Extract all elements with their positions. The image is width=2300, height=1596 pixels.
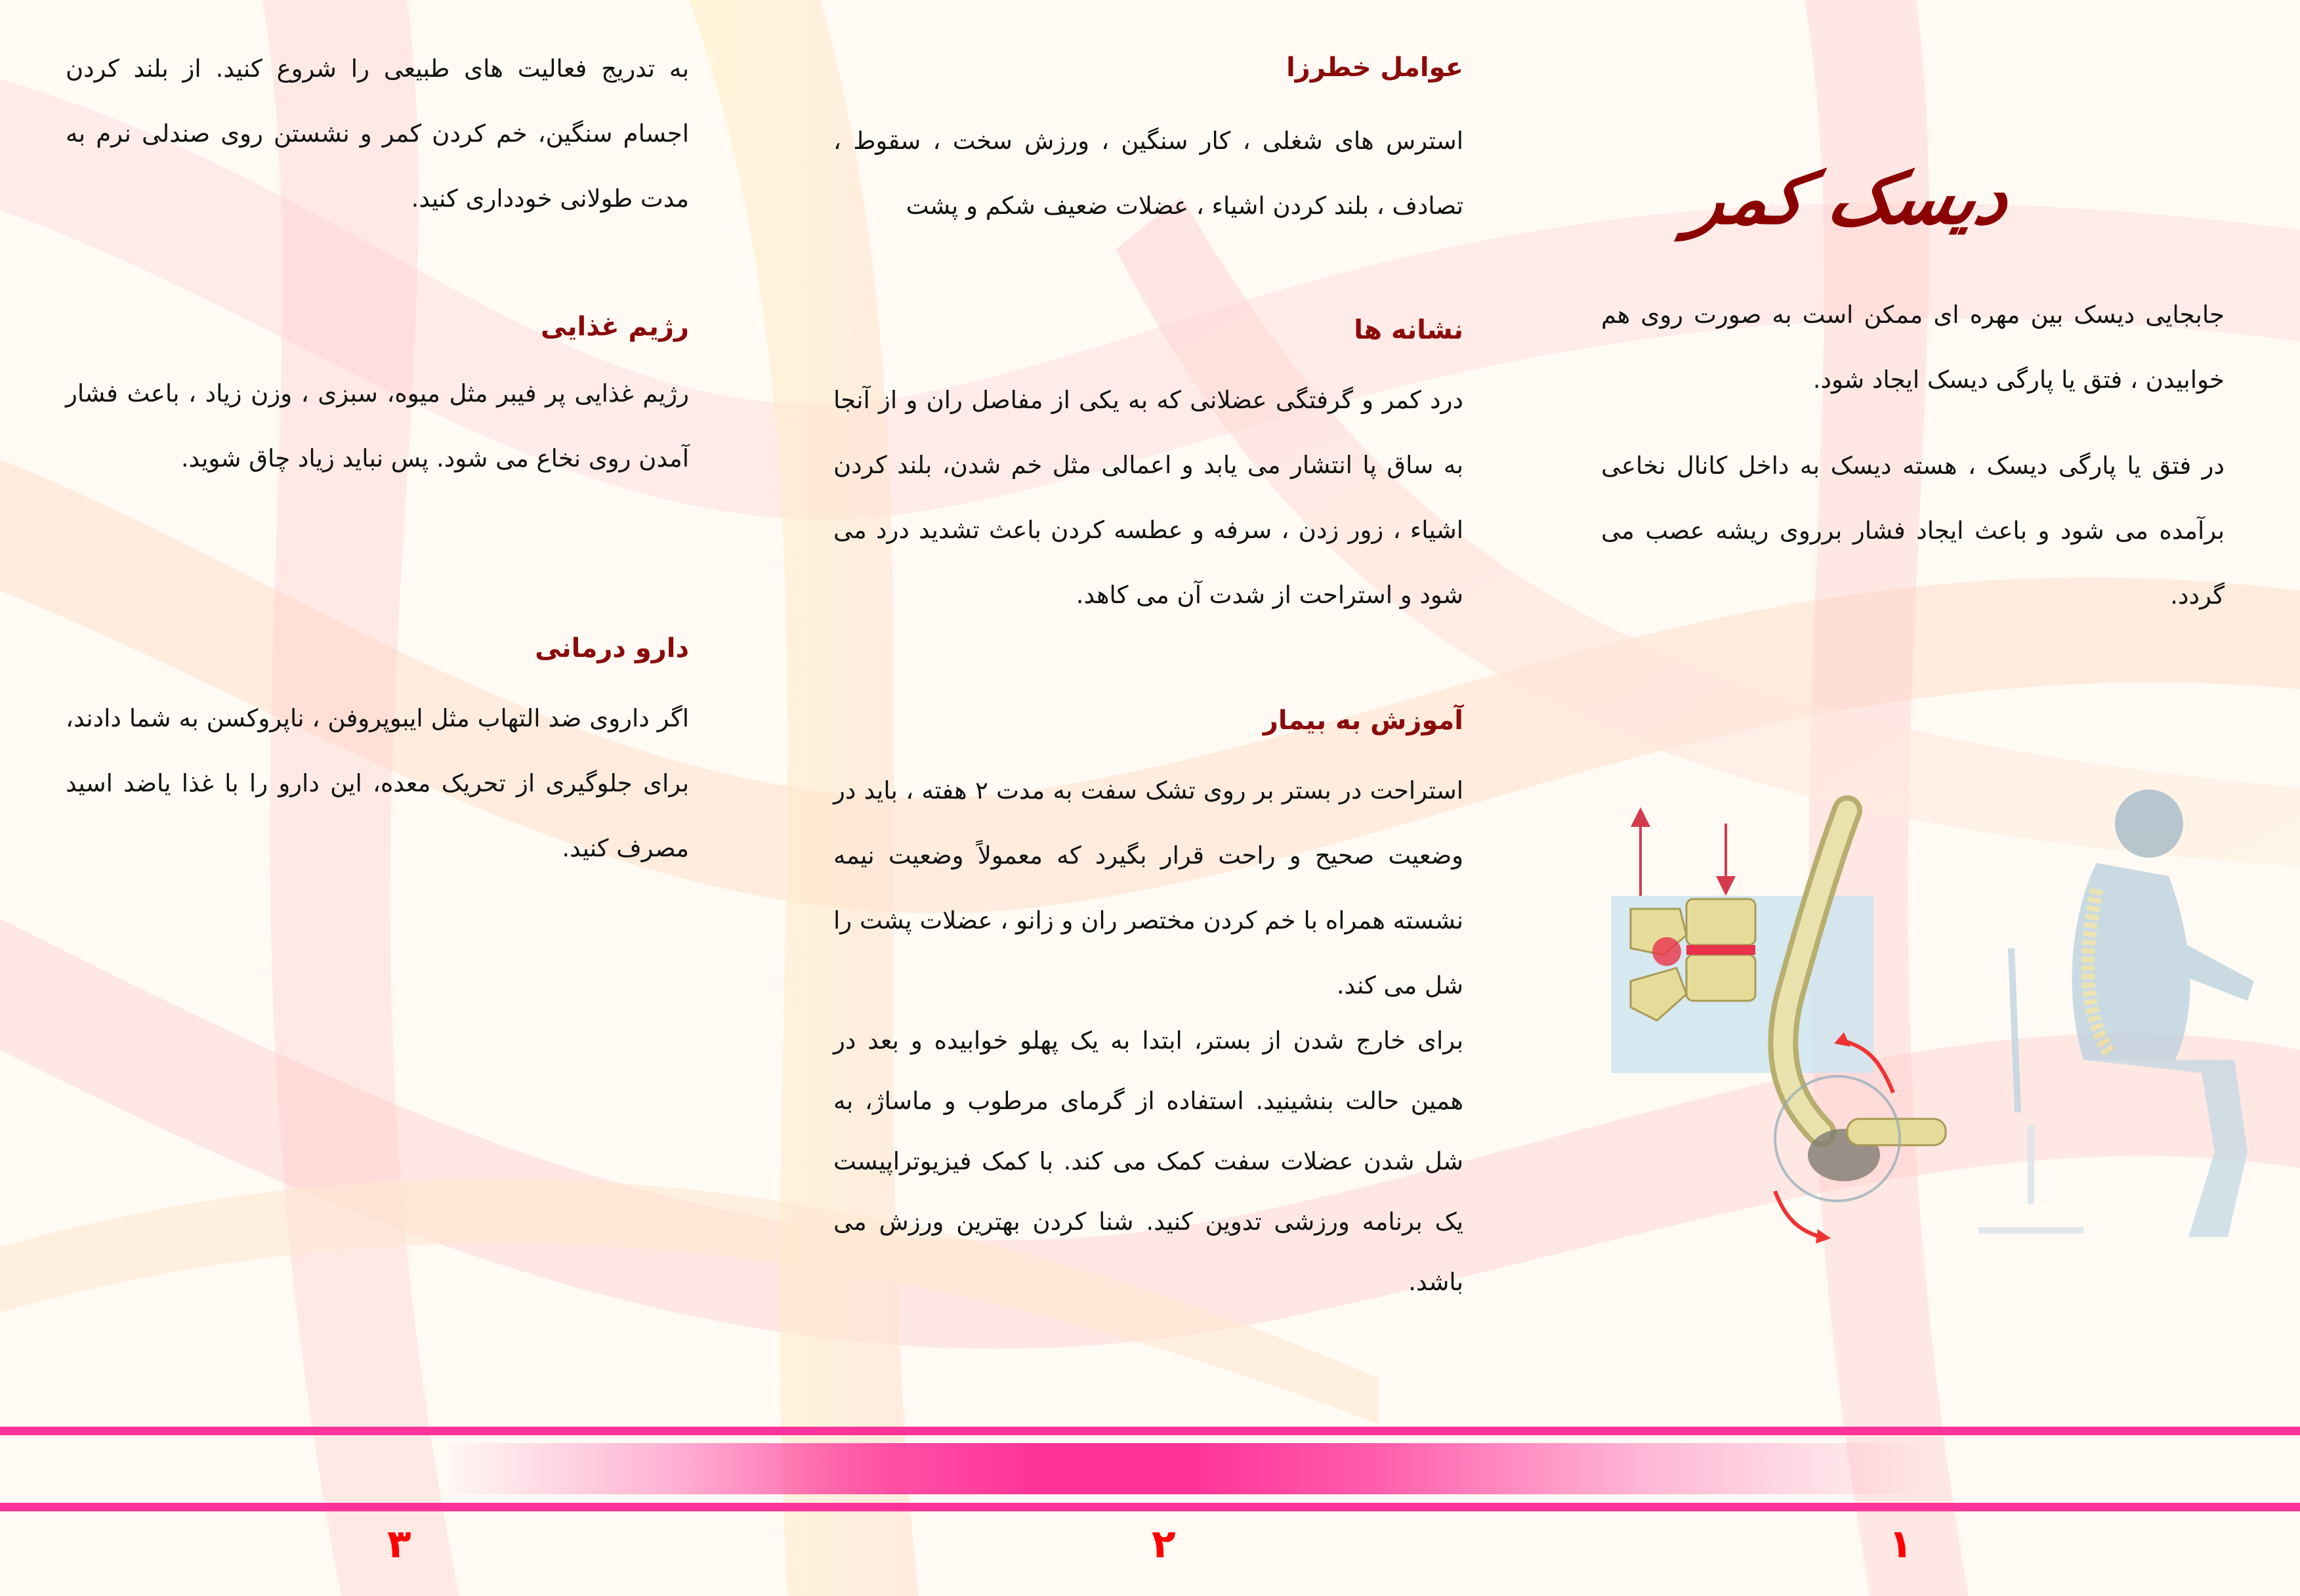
spine-illustration-icon	[1611, 784, 2254, 1244]
panel-page-2	[833, 0, 1463, 1411]
section-heading-diet: رژیم غذایی	[541, 312, 689, 342]
section-heading-medication: دارو درمانی	[535, 633, 689, 663]
intro-paragraph-1: جابجایی دیسک بین مهره ای ممکن است به صورت روی هم خوابیدن ، فتق یا پارگی دیسک ایجاد شود.	[1601, 301, 2225, 394]
patient-education-text-2: برای خارج شدن از بستر، ابتدا به یک پهلو خوابیده و بعد در همین حالت بنشینید. استفاده از گرمای مرطوب و ماساژ، به شل شدن عضلات سفت کمک می کند. با کمک فیزیوتراپیست یک برنامه ورزشی تدوین کنید. شنا کردن بهترین ورزش می باشد.	[833, 1026, 1463, 1296]
page-number-2: ۲	[1152, 1521, 1176, 1567]
footer-bar-bottom	[0, 1503, 2300, 1511]
seated-person-icon	[1978, 789, 2254, 1237]
activity-intro-text: به تدریج فعالیت های طبیعی را شروع کنید. از بلند کردن اجسام سنگین، خم کردن کمر و نشستن روی صندلی نرم به مدت طولانی خودداری کنید.	[66, 54, 689, 213]
page-title: دیسک کمر	[1683, 158, 2017, 240]
section-heading-risk-factors: عوامل خطرزا	[1286, 52, 1463, 83]
patient-education-text: استراحت در بستر بر روی تشک سفت به مدت ۲ هفته ، باید در وضعیت صحیح و راحت قرار بگیرد که معمولاً وضعیت نیمه نشسته همراه با خم کردن مختصر ران و زانو ، عضلات پشت را شل می کند.	[833, 776, 1463, 999]
diet-text: رژیم غذایی پر فیبر مثل میوه، سبزی ، وزن زیاد ، باعث فشار آمدن روی نخاع می شود. پس نباید زیاد چاق شوید.	[66, 379, 689, 472]
page-number-3: ۳	[387, 1521, 411, 1567]
section-heading-patient-education: آموزش به بیمار	[1263, 705, 1463, 736]
spine-posture-illustration	[1611, 784, 2254, 1244]
section-heading-symptoms: نشانه ها	[1354, 315, 1463, 345]
footer-bar-top	[0, 1427, 2300, 1435]
footer-gradient-band	[440, 1443, 1936, 1494]
risk-factors-text: استرس های شغلی ، کار سنگین ، ورزش سخت ، سقوط ، تصادف ، بلند کردن اشیاء ، عضلات ضعیف شکم و پشت	[833, 127, 1463, 220]
panel-page-3	[66, 0, 689, 1411]
symptoms-text: درد کمر و گرفتگی عضلانی که به یکی از مفاصل ران و از آنجا به ساق پا انتشار می یابد و اعمالی مثل خم شدن، بلند کردن اشیاء ، زور زدن ، سرفه و عطسه کردن باعث تشدید درد می شود و استراحت از شدت آن می کاهد.	[833, 386, 1463, 609]
intro-paragraph-2: در فتق یا پارگی دیسک ، هسته دیسک به داخل کانال نخاعی برآمده می شود و باعث ایجاد فشار برروی ریشه عصب می گردد.	[1601, 452, 2225, 610]
medication-text: اگر داروی ضد التهاب مثل ایبوپروفن ، ناپروکسن به شما دادند، برای جلوگیری از تحریک معده، این دارو را با غذا یاضد اسید مصرف کنید.	[66, 704, 689, 862]
vertebra-detail-icon	[1631, 807, 1755, 1020]
page-number-1: ۱	[1889, 1521, 1913, 1567]
